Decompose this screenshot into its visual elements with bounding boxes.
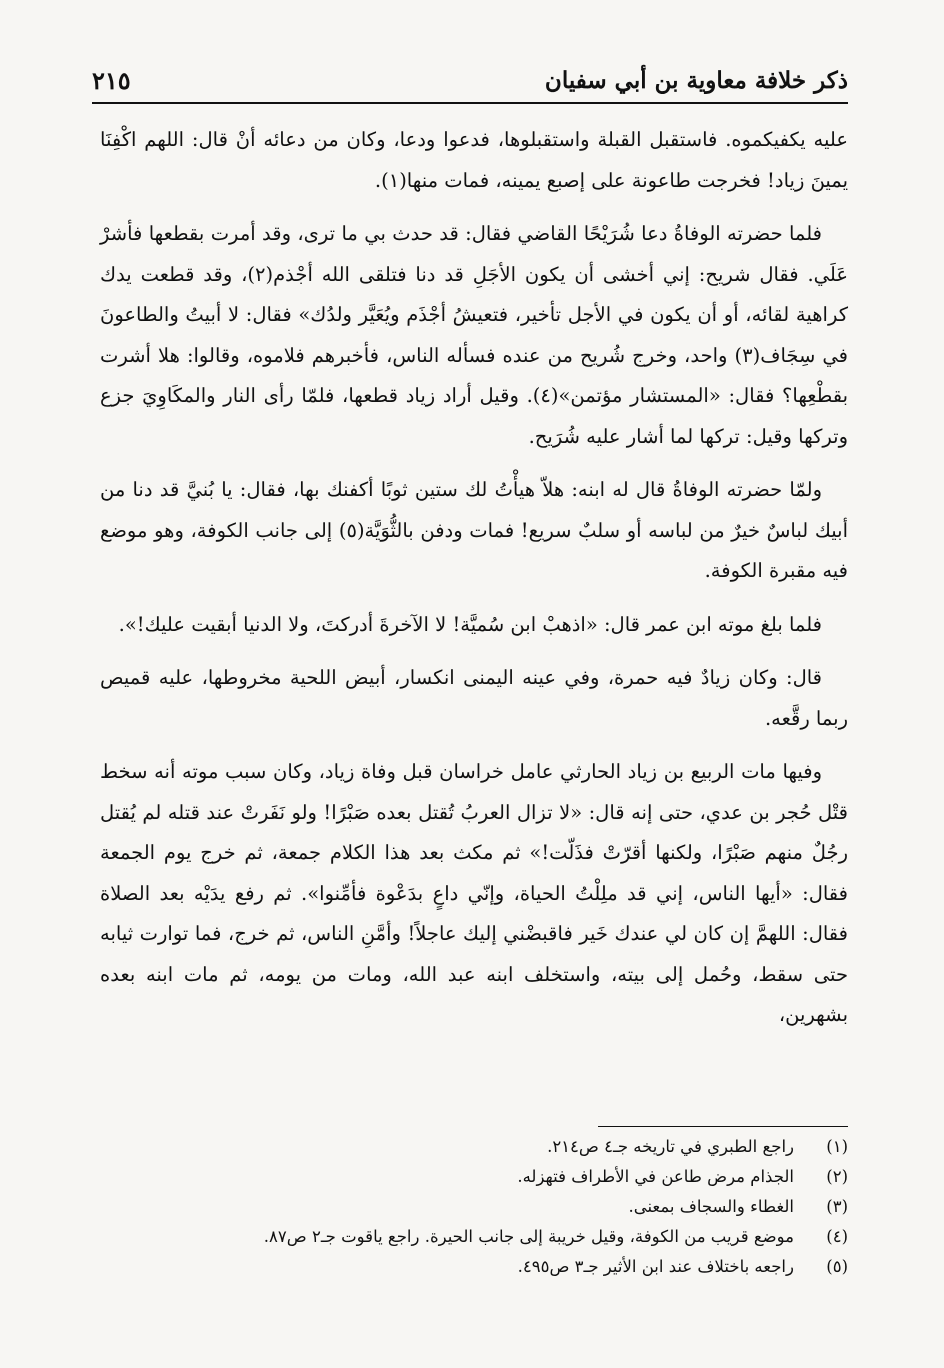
footnote-divider: [598, 1126, 848, 1127]
paragraph: قال: وكان زيادٌ فيه حمرة، وفي عينه اليمنى انكسار، أبيض اللحية مخروطها، عليه قميص ربما رقَّعه.: [100, 666, 848, 730]
footnote-number: (٥): [826, 1257, 848, 1276]
paragraph: فلما حضرته الوفاةُ دعا شُرَيْحًا القاضي فقال: قد حدث بي ما ترى، وقد أمرت بقطعها فأشرْ عَلَي. فقال شريح: إني أخشى أن يكون الأجَلِ قد دنا فتلقى الله أجْذم(٢)، وقد قطعت يدك كراهية لقائه، أو أن يكون في الأجل تأخير، فتعيشُ أجْذَم ويُعَيَّر ولدُك» فقال: لا أبيتُ والطاعونَ في سِجَاف(٣) واحد، وخرج شُريح من عنده فسأله الناس، فأخبرهم فلاموه، وقالوا: هلا أشرت بقطْعِها؟ فقال: «المستشار مؤتمن»(٤). وقيل أراد زياد قطعها، فلمّا رأى النار والمكَاوِيَ جزع وتركها وقيل: تركها لما أشار عليه شُرَيح.: [100, 222, 848, 448]
footnote-number: (٣): [826, 1197, 848, 1216]
footnote-text: راجعه باختلاف عند ابن الأثير جـ٣ ص٤٩٥.: [517, 1257, 794, 1276]
page-number: ٢١٥: [92, 65, 131, 95]
footnotes: [100, 1132, 848, 1282]
footnote-text: الغطاء والسجاف بمعنى.: [628, 1197, 794, 1216]
footnote-text: موضع قريب من الكوفة، وقيل خريبة إلى جانب الحيرة. راجع ياقوت جـ٢ ص٨٧.: [263, 1227, 794, 1246]
running-title: ذكر خلافة معاوية بن أبي سفيان: [544, 66, 848, 94]
footnote: [100, 1162, 848, 1192]
main-text: [100, 120, 848, 1049]
footnote-number: (٢): [826, 1167, 848, 1186]
footnote: [100, 1192, 848, 1222]
footnote-number: (١): [826, 1137, 848, 1156]
footnote-text: الجذام مرض طاعن في الأطراف فتهزله.: [517, 1167, 794, 1186]
page-header: [92, 58, 848, 104]
footnote-number: (٤): [826, 1227, 848, 1246]
footnote: [100, 1222, 848, 1252]
paragraph: ولمّا حضرته الوفاةُ قال له ابنه: هلاّ هيأْتُ لك ستين ثوبًا أكفنك بها، فقال: يا بُنيَّ قد دنا من أبيك لباسٌ خيرٌ من لباسه أو سلبٌ سريع! فمات ودفن بالثُّوَيَّة(٥) إلى جانب الكوفة، وهو موضع فيه مقبرة الكوفة.: [100, 478, 848, 582]
paragraph: فلما بلغ موته ابن عمر قال: «اذهبْ ابن سُميَّة! لا الآخرةَ أدركتَ، ولا الدنيا أبقيت عليك!».: [118, 612, 822, 636]
paragraph: وفيها مات الربيع بن زياد الحارثي عامل خراسان قبل وفاة زياد، وكان سبب موته أنه سخط قتْل حُجر بن عدي، حتى إنه قال: «لا تزال العربُ تُقتل بعده صَبْرًا! ولو نَفَرتْ عند قتله لم يُقتل رجُلٌ منهم صَبْرًا، ولكنها أقرّتْ فذَلّت!» ثم مكث بعد هذا الكلام جمعة، ثم خرج يوم الجمعة فقال: «أيها الناس، إني قد ملِلْتُ الحياة، وإنّي داعٍ بدَعْوة فأمِّنوا». ثم رفع يدَيْه بعد الصلاة فقال: اللهمَّ إن كان لي عندك خَير فاقبضْني إليك عاجلاً! وأمَّنِ الناس، ثم خرج، فما توارت ثيابه حتى سقط، وحُمل إلى بيته، واستخلف ابنه عبد الله، ومات من يومه، ثم مات ابنه بعده بشهرين،: [100, 760, 848, 1026]
footnote: [100, 1132, 848, 1162]
paragraph: عليه يكفيكموه. فاستقبل القبلة واستقبلوها، فدعوا ودعا، وكان من دعائه أنْ قال: اللهم اكْفِنَا يمينَ زياد! فخرجت طاعونة على إصبع يمينه، فمات منها(١).: [100, 128, 848, 192]
footnote: [100, 1252, 848, 1282]
footnote-text: راجع الطبري في تاريخه جـ٤ ص٢١٤.: [547, 1137, 794, 1156]
